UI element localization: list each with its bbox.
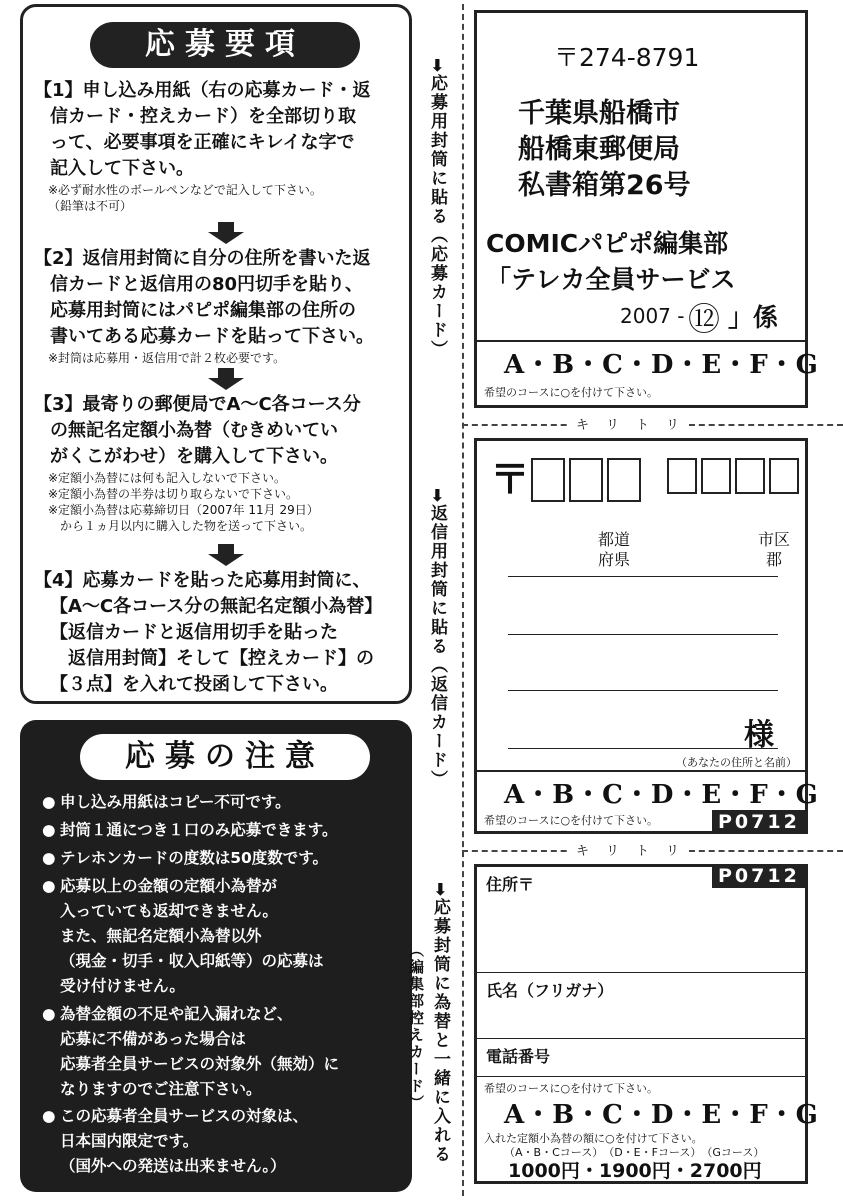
- address-line-2[interactable]: [508, 634, 778, 635]
- step-4: [34, 568, 404, 698]
- step-4-line: 【4】応募カードを貼った応募用封筒に、: [34, 570, 371, 591]
- course-options: A・B・C・D・E・F・G: [504, 780, 819, 810]
- divider: [477, 1038, 805, 1039]
- divider: [477, 340, 805, 342]
- notice-line: 入っていても返却できません。: [60, 902, 278, 920]
- address-line-3[interactable]: [508, 690, 778, 691]
- note-line: ※定額小為替の半券は切り取らないで下さい。: [48, 487, 299, 501]
- notice-line: 応募に不備があった場合は: [60, 1030, 246, 1048]
- label-line: 府県: [598, 550, 631, 569]
- step-1: [34, 78, 404, 182]
- address-line: 千葉県船橋市: [518, 98, 680, 129]
- notice-line: 日本国内限定です。: [60, 1132, 199, 1150]
- notice-line: テレホンカードの度数は50度数です。: [60, 849, 329, 867]
- kiritori-label: キ リ ト リ: [570, 840, 687, 859]
- step-1-line: って、必要事項を正確にキレイな字で: [50, 132, 355, 153]
- notice-line: 受け付けません。: [60, 977, 185, 995]
- notice-line: 応募以上の金額の定額小為替が: [60, 877, 278, 895]
- side-label-enclose: ➡応募封筒に為替と一緒に入れる: [430, 882, 450, 1165]
- address-line: 私書箱第26号: [518, 170, 691, 201]
- note-line: （鉛筆は不可）: [48, 199, 133, 213]
- postal-box[interactable]: [607, 458, 641, 502]
- name-line[interactable]: [508, 748, 778, 749]
- side-label-editor: （編集部控えカード）: [407, 942, 425, 1112]
- notice-item: ● 応募以上の金額の定額小為替が 入っていても返却できません。 また、無記名定額小為替以外 （現金・切手・収入印紙等）の応募は 受け付けません。: [60, 874, 405, 999]
- postal-box[interactable]: [531, 458, 565, 502]
- step-4-line: 【返信カードと返信用切手を貼った: [50, 622, 338, 643]
- note-line: から１ヵ月以内に購入した物を送って下さい。: [48, 519, 313, 533]
- label-line: 市区: [758, 530, 791, 549]
- course-hint: 希望のコースに○を付けて下さい。: [484, 814, 659, 827]
- notice-line: また、無記名定額小為替以外: [60, 927, 262, 945]
- address-hint: （あなたの住所と名前）: [676, 756, 797, 769]
- guide-title: 応募要項: [90, 22, 360, 68]
- notice-line: なりますのでご注意下さい。: [60, 1080, 262, 1098]
- divider: [477, 1076, 805, 1077]
- postal-code: 〒274-8791: [554, 43, 700, 72]
- address-line-1[interactable]: [508, 576, 778, 577]
- notice-line: 応募者全員サービスの対象外（無効）に: [60, 1055, 340, 1073]
- side-label-reply: ➡返信用封筒に貼る（返信カード）: [427, 488, 447, 790]
- amount-options: 1000円・1900円・2700円: [508, 1160, 762, 1182]
- course-options: A・B・C・D・E・F・G: [504, 1100, 819, 1130]
- divider: [477, 972, 805, 973]
- notice-item: ● この応募者全員サービスの対象は、 日本国内限定です。 （国外への発送は出来ません。）: [60, 1104, 405, 1179]
- dept-name: COMICパピポ編集部: [486, 229, 729, 258]
- course-groups: （A・B・Cコース） （D・E・Fコース） （Gコース）: [504, 1146, 765, 1159]
- notice-title: 応募の注意: [80, 734, 370, 780]
- step-2-note: [48, 350, 408, 366]
- name-label: 氏名（フリガナ）: [486, 981, 614, 1000]
- address-label: 住所〒: [486, 875, 535, 894]
- course-options: A・B・C・D・E・F・G: [504, 350, 819, 380]
- notice-line: （現金・切手・収入印紙等）の応募は: [60, 952, 324, 970]
- address-line: 船橋東郵便局: [518, 134, 680, 165]
- postal-box[interactable]: [667, 458, 697, 494]
- postal-box[interactable]: [701, 458, 731, 494]
- postal-box[interactable]: [769, 458, 799, 494]
- side-label-apply: ➡応募用封筒に貼る（応募カード）: [427, 58, 447, 360]
- step-3-line: の無記名定額小為替（むきめいてい: [50, 420, 338, 441]
- city-label: [758, 530, 790, 570]
- label-line: 郡: [766, 550, 783, 569]
- course-hint: 希望のコースに○を付けて下さい。: [484, 386, 659, 399]
- down-arrow-icon: [206, 544, 246, 566]
- kakari-label: 」係: [728, 303, 779, 332]
- service-name: 「テレカ全員サービス: [486, 265, 736, 294]
- label-line: 都道: [598, 530, 631, 549]
- down-arrow-icon: [206, 222, 246, 244]
- step-3-note: [48, 470, 408, 534]
- notice-item: ● 為替金額の不足や記入漏れなど、 応募に不備があった場合は 応募者全員サービスの対象外（無効）に なりますのでご注意下さい。: [60, 1002, 405, 1102]
- postal-mark: 〒: [490, 457, 530, 503]
- note-line: ※定額小為替には何も記入しないで下さい。: [48, 471, 287, 485]
- step-1-note: [48, 182, 408, 214]
- step-3-line: 【3】最寄りの郵便局でA～C各コース分: [34, 394, 361, 415]
- sama-label: 様: [744, 718, 774, 753]
- step-4-line: 【３点】を入れて投函して下さい。: [50, 674, 338, 695]
- prefecture-label: [598, 530, 630, 570]
- postal-box[interactable]: [569, 458, 603, 502]
- notice-line: （国外への発送は出来ません。）: [60, 1157, 286, 1175]
- note-line: ※封筒は応募用・返信用で計２枚必要です。: [48, 351, 286, 365]
- card-code: P0712: [712, 864, 806, 888]
- year-label: 2007 -: [620, 304, 685, 328]
- amount-hint: 入れた定額小為替の額に○を付けて下さい。: [484, 1132, 703, 1145]
- notice-line: 為替金額の不足や記入漏れなど、: [60, 1005, 293, 1023]
- course-hint: 希望のコースに○を付けて下さい。: [484, 1082, 659, 1095]
- step-3: [34, 392, 404, 470]
- notice-line: 申し込み用紙はコピー不可です。: [60, 793, 291, 811]
- notice-item: ● 封筒１通につき１口のみ応募できます。: [60, 818, 405, 843]
- step-2-line: 信カードと返信用の80円切手を貼り、: [50, 274, 364, 295]
- postal-box[interactable]: [735, 458, 765, 494]
- note-line: ※定額小為替は応募締切日（2007年 11月 29日）: [48, 503, 319, 517]
- step-4-line: 返信用封筒】そして【控えカード】の: [68, 648, 374, 669]
- step-3-line: がくこがわせ）を購入して下さい。: [50, 446, 338, 467]
- divider: [477, 770, 805, 772]
- step-1-line: 記入して下さい。: [50, 158, 194, 179]
- step-2-line: 【2】返信用封筒に自分の住所を書いた返: [34, 248, 371, 269]
- down-arrow-icon: [206, 368, 246, 390]
- notice-line: 封筒１通につき１口のみ応募できます。: [60, 821, 338, 839]
- kiritori-label: キ リ ト リ: [570, 414, 687, 433]
- step-1-line: 信カード・控えカード）を全部切り取: [50, 106, 356, 127]
- step-4-line: 【A～C各コース分の無記名定額小為替】: [50, 596, 383, 617]
- step-1-line: 【1】申し込み用紙（右の応募カード・返: [34, 80, 371, 101]
- mail-address: [518, 96, 691, 204]
- card-code: P0712: [712, 810, 806, 834]
- phone-label: 電話番号: [486, 1047, 551, 1066]
- step-2-line: 応募用封筒にはパピポ編集部の住所の: [50, 300, 356, 321]
- step-2: [34, 246, 404, 350]
- notice-item: ● テレホンカードの度数は50度数です。: [60, 846, 405, 871]
- issue-number: ⑫: [688, 300, 721, 338]
- notice-item: ● 申し込み用紙はコピー不可です。: [60, 790, 405, 815]
- step-2-line: 書いてある応募カードを貼って下さい。: [50, 326, 374, 347]
- note-line: ※必ず耐水性のボールペンなどで記入して下さい。: [48, 183, 322, 197]
- notice-line: この応募者全員サービスの対象は、: [60, 1107, 309, 1125]
- cut-line-vertical: [462, 4, 464, 1196]
